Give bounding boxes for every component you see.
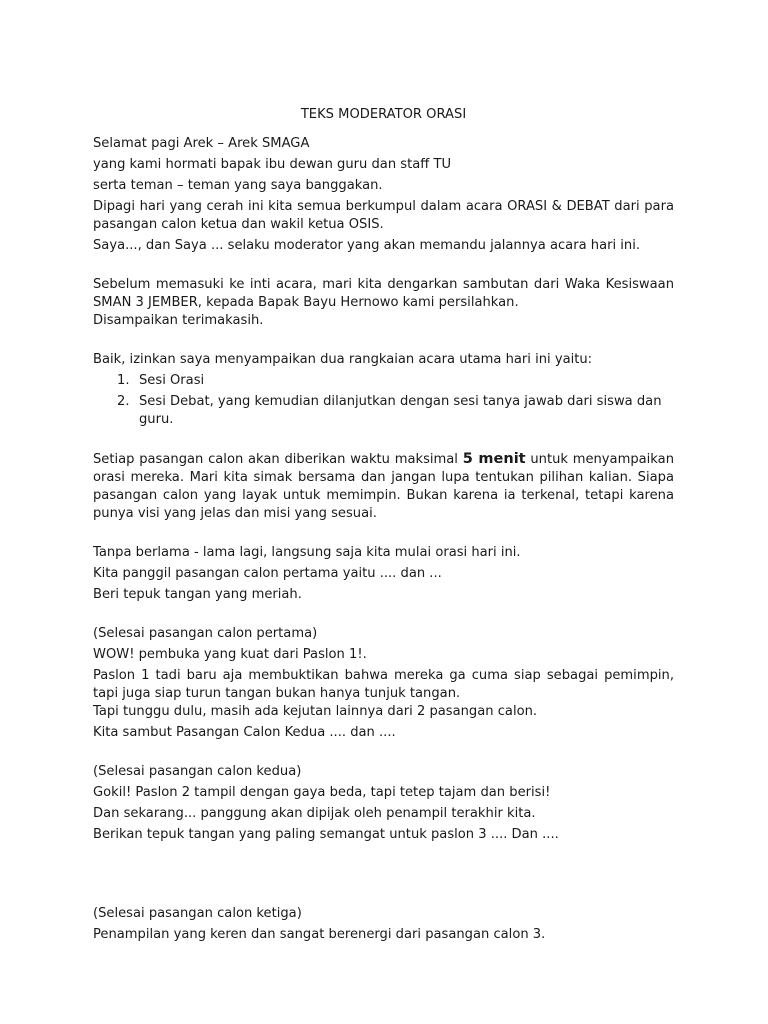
list-text: Sesi Orasi: [139, 373, 205, 388]
rules-paragraph: [93, 450, 674, 523]
spacer: [93, 333, 674, 351]
start-line: Kita panggil pasangan calon pertama yaitu .... dan ...: [93, 566, 442, 581]
time-limit-emphasis: 5 menit: [462, 451, 526, 467]
spacer: [93, 745, 674, 763]
spacer: [93, 607, 674, 625]
spacer: [93, 526, 674, 544]
spacer: [93, 432, 674, 450]
reaction-line: WOW! pembuka yang kuat dari Paslon 1!.: [93, 647, 367, 662]
greeting-line: serta teman – teman yang saya banggakan.: [93, 178, 383, 193]
moderator-line: Saya..., dan Saya ... selaku moderator yang akan memandu jalannya acara hari ini.: [93, 238, 641, 253]
reaction-paragraph: Paslon 1 tadi baru aja membuktikan bahwa mereka ga cuma siap sebagai pemimpin, tapi juga siap turun tangan bukan hanya tunjuk tangan.: [93, 668, 674, 701]
intro-paragraph: Dipagi hari yang cerah ini kita semua berkumpul dalam acara ORASI & DEBAT dari para pasangan calon ketua dan wakil ketua OSIS.: [93, 199, 674, 232]
section-heading: (Selesai pasangan calon pertama): [93, 626, 318, 641]
reaction-line: Kita sambut Pasangan Calon Kedua .... dan ....: [93, 725, 396, 740]
reaction-line: Berikan tepuk tangan yang paling semangat untuk paslon 3 .... Dan ....: [93, 827, 559, 842]
reaction-line: Gokil! Paslon 2 tampil dengan gaya beda, tapi tetep tajam dan berisi!: [93, 785, 551, 800]
section-heading: (Selesai pasangan calon ketiga): [93, 906, 302, 921]
start-line: Beri tepuk tangan yang meriah.: [93, 587, 302, 602]
document-title: TEKS MODERATOR ORASI: [300, 107, 467, 122]
section-heading: (Selesai pasangan calon kedua): [93, 764, 302, 779]
list-item: [117, 393, 674, 429]
sambutan-paragraph: Sebelum memasuki ke inti acara, mari kita dengarkan sambutan dari Waka Kesiswaan SMAN 3 JEMBER, kepada Bapak Bayu Hernowo kami persilahkan.: [93, 277, 674, 310]
thanks-line: Disampaikan terimakasih.: [93, 313, 264, 328]
list-number: 2.: [117, 394, 130, 409]
reaction-line: Penampilan yang keren dan sangat berenergi dari pasangan calon 3.: [93, 927, 546, 942]
greeting-line: yang kami hormati bapak ibu dewan guru dan staff TU: [93, 157, 452, 172]
spacer: [93, 258, 674, 276]
rules-text: untuk menyampaikan orasi mereka. Mari kita simak bersama dan jangan lupa tentukan pilihan kalian. Siapa pasangan calon yang layak untuk memimpin. Bukan karena ia terkenal, tetapi karena punya visi yang jelas dan misi yang sesuai.: [93, 452, 674, 521]
document-body: [93, 106, 674, 947]
spacer: [93, 847, 674, 905]
rules-text: Setiap pasangan calon akan diberikan waktu maksimal: [93, 452, 463, 467]
greeting-line: Selamat pagi Arek – Arek SMAGA: [93, 136, 310, 151]
reaction-line: Tapi tunggu dulu, masih ada kejutan lainnya dari 2 pasangan calon.: [93, 704, 538, 719]
agenda-list: [93, 372, 674, 429]
list-number: 1.: [117, 373, 130, 388]
list-item: [117, 372, 674, 390]
reaction-line: Dan sekarang... panggung akan dipijak oleh penampil terakhir kita.: [93, 806, 536, 821]
agenda-intro: Baik, izinkan saya menyampaikan dua rangkaian acara utama hari ini yaitu:: [93, 352, 593, 367]
list-text: Sesi Debat, yang kemudian dilanjutkan dengan sesi tanya jawab dari siswa dan guru.: [139, 394, 662, 427]
start-line: Tanpa berlama - lama lagi, langsung saja kita mulai orasi hari ini.: [93, 545, 521, 560]
